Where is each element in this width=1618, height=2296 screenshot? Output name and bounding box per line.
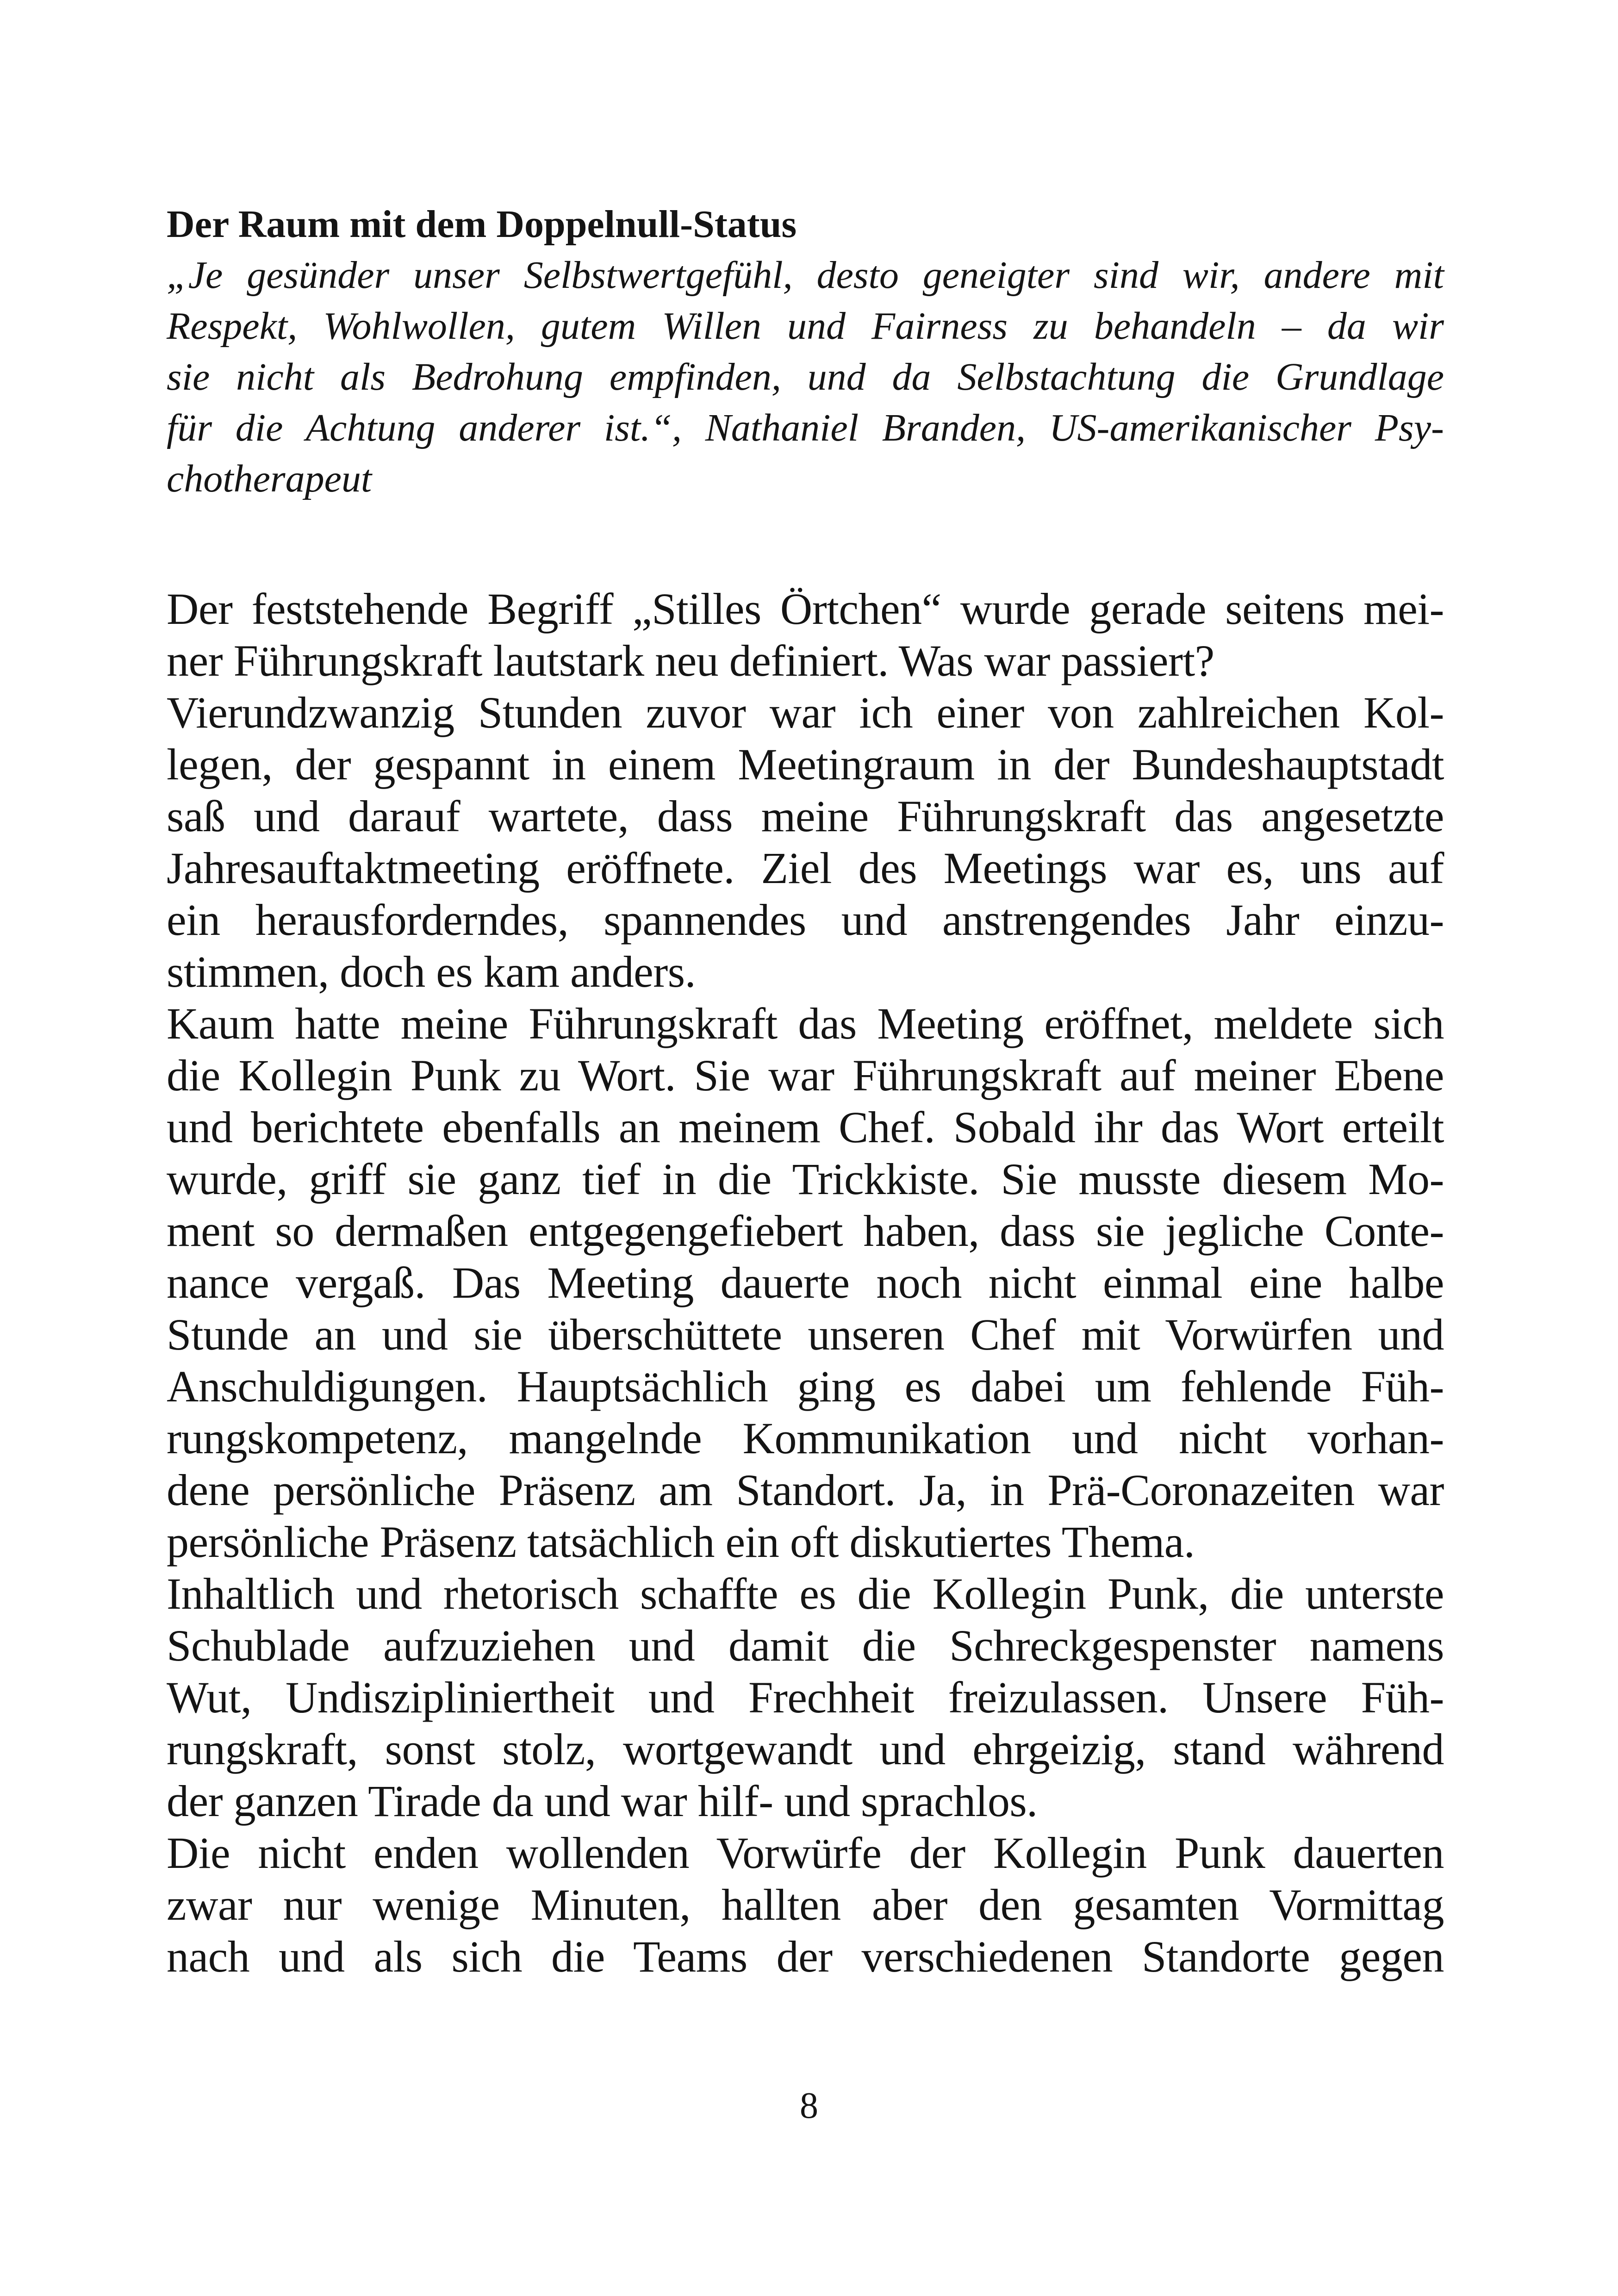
- text-line: der ganzen Tirade da und war hilf- und sprachlos.: [167, 1776, 1038, 1826]
- text-line: rungskompetenz, mangelnde Kommunikation und nicht vorhan-: [167, 1413, 1444, 1463]
- spacer: [167, 504, 1444, 583]
- text-line: Stunde an und sie überschüttete unseren Chef mit Vorwürfen und: [167, 1310, 1444, 1359]
- quote-line: „Je gesünder unser Selbstwertgefühl, desto geneigter sind wir, andere mit: [167, 254, 1444, 297]
- paragraph: [167, 1568, 1444, 1827]
- text-line: Anschuldigungen. Hauptsächlich ging es dabei um fehlende Füh-: [167, 1362, 1444, 1411]
- text-line: nance vergaß. Das Meeting dauerte noch nicht einmal eine halbe: [167, 1258, 1444, 1307]
- text-line: dene persönliche Präsenz am Standort. Ja, in Prä-Coronazeiten war: [167, 1465, 1444, 1515]
- quote-line: sie nicht als Bedrohung empfinden, und da Selbstachtung die Grundlage: [167, 355, 1444, 398]
- quote-line: chotherapeut: [167, 457, 372, 500]
- text-line: rungskraft, sonst stolz, wortgewandt und ehrgeizig, stand während: [167, 1724, 1444, 1774]
- text-line: ment so dermaßen entgegengefiebert haben, dass sie jegliche Conte-: [167, 1206, 1444, 1256]
- page-content: [167, 199, 1444, 1983]
- epigraph-quote: [167, 250, 1444, 504]
- body-text: [167, 583, 1444, 1983]
- text-line: wurde, griff sie ganz tief in die Trickkiste. Sie musste diesem Mo-: [167, 1154, 1444, 1204]
- text-line: Die nicht enden wollenden Vorwürfe der Kollegin Punk dauerten: [167, 1828, 1444, 1878]
- text-line: Schublade aufzuziehen und damit die Schreckgespenster namens: [167, 1621, 1444, 1670]
- quote-line: für die Achtung anderer ist.“, Nathaniel Branden, US-amerikanischer Psy-: [167, 406, 1444, 449]
- text-line: persönliche Präsenz tatsächlich ein oft diskutiertes Thema.: [167, 1517, 1195, 1567]
- text-line: Der feststehende Begriff „Stilles Örtchen“ wurde gerade seitens mei-: [167, 584, 1444, 634]
- text-line: legen, der gespannt in einem Meetingraum in der Bundeshauptstadt: [167, 740, 1444, 789]
- text-line: Inhaltlich und rhetorisch schaffte es die Kollegin Punk, die unterste: [167, 1569, 1444, 1618]
- text-line: ner Führungskraft lautstark neu definiert. Was war passiert?: [167, 636, 1214, 685]
- text-line: nach und als sich die Teams der verschiedenen Standorte gegen: [167, 1932, 1444, 1981]
- quote-line: Respekt, Wohlwollen, gutem Willen und Fairness zu behandeln – da wir: [167, 305, 1444, 348]
- text-line: Jahresauftaktmeeting eröffnete. Ziel des Meetings war es, uns auf: [167, 843, 1444, 893]
- text-line: zwar nur wenige Minuten, hallten aber den gesamten Vormittag: [167, 1880, 1444, 1929]
- paragraph: [167, 687, 1444, 998]
- paragraph: [167, 998, 1444, 1568]
- text-line: Vierundzwanzig Stunden zuvor war ich einer von zahlreichen Kol-: [167, 688, 1444, 737]
- page-number: 8: [800, 2085, 818, 2126]
- text-line: stimmen, doch es kam anders.: [167, 947, 696, 996]
- text-line: Kaum hatte meine Führungskraft das Meeting eröffnet, meldete sich: [167, 999, 1444, 1048]
- paragraph: [167, 583, 1444, 687]
- text-line: die Kollegin Punk zu Wort. Sie war Führungskraft auf meiner Ebene: [167, 1051, 1444, 1100]
- paragraph: [167, 1827, 1444, 1983]
- text-line: ein herausforderndes, spannendes und anstrengendes Jahr einzu-: [167, 895, 1444, 945]
- section-heading: Der Raum mit dem Doppelnull-Status: [167, 203, 797, 246]
- text-line: Wut, Undiszipliniertheit und Frechheit freizulassen. Unsere Füh-: [167, 1673, 1444, 1722]
- text-line: und berichtete ebenfalls an meinem Chef. Sobald ihr das Wort erteilt: [167, 1102, 1444, 1152]
- text-line: saß und darauf wartete, dass meine Führungskraft das angesetzte: [167, 791, 1444, 841]
